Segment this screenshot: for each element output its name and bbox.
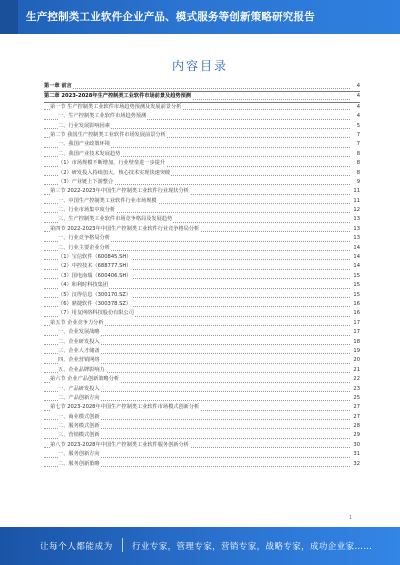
toc-entry-page: 14 xyxy=(351,262,360,271)
toc-entry-page: 7 xyxy=(351,131,360,140)
toc-entry-title: 第三节 2022-2023年中国生产控制类工业软件行业现状分析 xyxy=(50,187,190,196)
toc-entry-page: 11 xyxy=(351,197,360,206)
toc-entry[interactable] xyxy=(44,225,360,234)
toc-entry-title: 一、我国产业政策环境 xyxy=(58,140,111,149)
toc-dot-leader xyxy=(44,88,350,89)
report-header xyxy=(0,0,400,34)
toc-entry-title: 一、生产控制类工业软件市场趋势预测 xyxy=(58,112,147,121)
toc-entry[interactable] xyxy=(44,375,360,384)
toc-entry[interactable] xyxy=(44,422,360,431)
toc-entry-page: 16 xyxy=(351,300,360,309)
toc-entry-page: 22 xyxy=(351,375,360,384)
toc-entry[interactable] xyxy=(44,460,360,469)
toc-entry[interactable] xyxy=(44,159,360,168)
toc-entry[interactable] xyxy=(44,441,360,450)
toc-entry-page: 27 xyxy=(351,403,360,412)
toc-entry[interactable] xyxy=(44,140,360,149)
toc-entry-title: 二、我国产业技术发展趋势 xyxy=(58,150,121,159)
toc-entry-title: 一、商业模式创新 xyxy=(58,413,101,422)
toc-entry[interactable] xyxy=(44,281,360,290)
toc-entry[interactable] xyxy=(44,403,360,412)
toc-entry-page: 16 xyxy=(351,309,360,318)
toc-entry[interactable] xyxy=(44,328,360,337)
toc-entry-title: 一、中国生产控制类工业软件行业市场规模 xyxy=(58,197,158,206)
toc-entry-title: （2）研发投入持续加大，核心技术实现快速突破 xyxy=(58,169,171,178)
toc-entry-title: 二、产品创新方向 xyxy=(58,394,101,403)
toc-entry-title: 二、行业市场集中度分析 xyxy=(58,206,116,215)
toc-entry-page: 15 xyxy=(351,281,360,290)
toc-entry-page: 14 xyxy=(351,244,360,253)
toc-entry-page: 5 xyxy=(351,122,360,131)
toc-entry[interactable] xyxy=(44,431,360,440)
toc-entry-page: 18 xyxy=(351,338,360,347)
toc-entry-page: 13 xyxy=(351,225,360,234)
toc-entry-page: 32 xyxy=(351,460,360,469)
toc-entry-page: 23 xyxy=(351,385,360,394)
toc-entry-page: 4 xyxy=(351,92,360,101)
toc-heading: 内容目录 xyxy=(171,59,228,73)
toc-entry-page: 28 xyxy=(351,422,360,431)
toc-entry-title: 五、企业品牌影响力 xyxy=(58,366,106,375)
toc-entry[interactable] xyxy=(44,356,360,365)
toc-entry-title: 第四节 2022-2023年中国生产控制类工业软件行业竞争格局分析 xyxy=(50,225,200,234)
report-footer xyxy=(0,527,400,565)
toc-entry-page: 27 xyxy=(351,413,360,422)
toc-entry-page: 14 xyxy=(351,253,360,262)
toc-entry-title: 一、行业竞争格局分析 xyxy=(58,234,111,243)
toc-entry-title: 二、行业发展影响因素 xyxy=(58,122,111,131)
toc-entry-title: 第一节 生产控制类工业软件市场趋势预测及发展前景分析 xyxy=(50,103,182,112)
toc-entry[interactable] xyxy=(44,450,360,459)
toc-entry-page: 15 xyxy=(351,272,360,281)
toc-entry[interactable] xyxy=(44,103,360,112)
toc-entry-title: 二、行业主要企业分析 xyxy=(58,244,111,253)
toc-entry[interactable] xyxy=(44,92,360,102)
toc-entry[interactable] xyxy=(44,338,360,347)
toc-entry[interactable] xyxy=(44,150,360,159)
toc-entry[interactable] xyxy=(44,385,360,394)
toc-entry-page: 31 xyxy=(351,450,360,459)
toc-entry-title: （1）宝信软件（600845.SH） xyxy=(58,253,132,262)
toc-entry[interactable] xyxy=(44,122,360,131)
toc-entry-title: 第七节 2023-2028年中国生产控制类工业软件市场模式创新分析 xyxy=(50,403,200,412)
toc-entry-page: 15 xyxy=(351,291,360,300)
toc-entry-title: 一、企业发展战略 xyxy=(58,328,101,337)
toc-entry-title: （4）和利时科技集团 xyxy=(58,281,109,290)
toc-entry-title: （7）用友网络科技股份有限公司 xyxy=(58,309,135,318)
footer-services: 行业专家，管理专家，营销专家，战略专家，成功企业家…… xyxy=(132,542,373,552)
footer-divider xyxy=(122,538,123,552)
toc-entry[interactable] xyxy=(44,234,360,243)
toc-entry-page: 17 xyxy=(351,319,360,328)
toc-entry[interactable] xyxy=(44,253,360,262)
toc-entry[interactable] xyxy=(44,187,360,196)
toc-entry-page: 8 xyxy=(351,159,360,168)
toc-entry-page: 13 xyxy=(351,215,360,224)
toc-entry-title: 第六节 企业产品创新策略分析 xyxy=(50,375,120,384)
report-title: 生产控制类工业软件企业产品、模式服务等创新策略研究报告 xyxy=(26,11,315,23)
toc-entry-title: （6）鼎捷软件（300378.SZ） xyxy=(58,300,132,309)
toc-entry-title: （1）市场规模不断增加，行业壁垒进一步提升 xyxy=(58,159,166,168)
toc-entry-title: （3）国电南瑞（600406.SH） xyxy=(58,272,132,281)
toc-entry-title: 一、服务创新方向 xyxy=(58,450,101,459)
toc-entry-title: 二、服务创新策略 xyxy=(58,460,101,469)
toc-entry-title: 二、服务模式创新 xyxy=(58,422,101,431)
toc-entry-page: 21 xyxy=(351,366,360,375)
toc-entry-page: 25 xyxy=(351,394,360,403)
toc-entry[interactable] xyxy=(44,394,360,403)
footer-slogan: 让每个人都能成为 xyxy=(40,542,113,552)
toc-entry[interactable] xyxy=(44,178,360,187)
toc-entry-title: （3）产业链上下游整合 xyxy=(58,178,114,187)
toc-entry[interactable] xyxy=(44,82,360,92)
toc-entry[interactable] xyxy=(44,291,360,300)
toc-entry-title: 第五节 企业竞争力分析 xyxy=(50,319,105,328)
toc-entry-page: 20 xyxy=(351,356,360,365)
toc-entry[interactable] xyxy=(44,262,360,271)
toc-entry[interactable] xyxy=(44,272,360,281)
toc-entry[interactable] xyxy=(44,300,360,309)
toc-entry[interactable] xyxy=(44,197,360,206)
toc-entry[interactable] xyxy=(44,319,360,328)
table-of-contents xyxy=(44,82,360,469)
header-accent-stripe xyxy=(0,0,18,34)
toc-entry[interactable] xyxy=(44,215,360,224)
toc-entry-page: 11 xyxy=(351,187,360,196)
toc-entry-page: 7 xyxy=(351,140,360,149)
toc-entry[interactable] xyxy=(44,112,360,121)
toc-entry-page: 13 xyxy=(351,234,360,243)
toc-entry[interactable] xyxy=(44,169,360,178)
toc-entry-title: 二、企业研发投入 xyxy=(58,338,101,347)
toc-entry-page: 8 xyxy=(351,150,360,159)
toc-entry-title: 一、产品研发投入 xyxy=(58,385,101,394)
toc-entry-page: 12 xyxy=(351,206,360,215)
toc-entry-title: 三、企业人才储备 xyxy=(58,347,101,356)
toc-entry-title: 第一章 前言 xyxy=(44,82,73,91)
toc-entry[interactable] xyxy=(44,366,360,375)
toc-entry-title: 第二章 2023-2028年生产控制类工业软件市场前景及趋势预测 xyxy=(44,92,192,101)
toc-entry-title: 第二节 我国生产控制类工业软件市场发展前景分析 xyxy=(50,131,167,140)
toc-entry-page: 17 xyxy=(351,328,360,337)
toc-entry-title: 四、企业营销网络 xyxy=(58,356,101,365)
toc-entry-page: 19 xyxy=(351,347,360,356)
toc-entry[interactable] xyxy=(44,413,360,422)
toc-entry-title: （2）中控技术（688777.SH） xyxy=(58,262,132,271)
toc-entry[interactable] xyxy=(44,347,360,356)
toc-entry-title: （5）汉得信息（300170.SZ） xyxy=(58,291,132,300)
toc-entry-page: 4 xyxy=(351,112,360,121)
toc-entry-page: 8 xyxy=(351,169,360,178)
toc-entry[interactable] xyxy=(44,309,360,318)
toc-entry-page: 29 xyxy=(351,431,360,440)
toc-entry[interactable] xyxy=(44,244,360,253)
toc-entry-title: 第八节 2023-2028年中国生产控制类工业软件服务创新分析 xyxy=(50,441,190,450)
toc-entry-title: 三、生产控制类工业软件市场竞争格局及发展趋势 xyxy=(58,215,173,224)
toc-entry-page: 4 xyxy=(351,82,360,91)
toc-entry-title: 三、营销模式创新 xyxy=(58,431,101,440)
toc-entry[interactable] xyxy=(44,206,360,215)
toc-entry-page: 30 xyxy=(351,441,360,450)
toc-entry[interactable] xyxy=(44,131,360,140)
toc-entry-page: 4 xyxy=(351,103,360,112)
toc-entry-page: 9 xyxy=(351,178,360,187)
page-number: 1 xyxy=(348,515,352,521)
